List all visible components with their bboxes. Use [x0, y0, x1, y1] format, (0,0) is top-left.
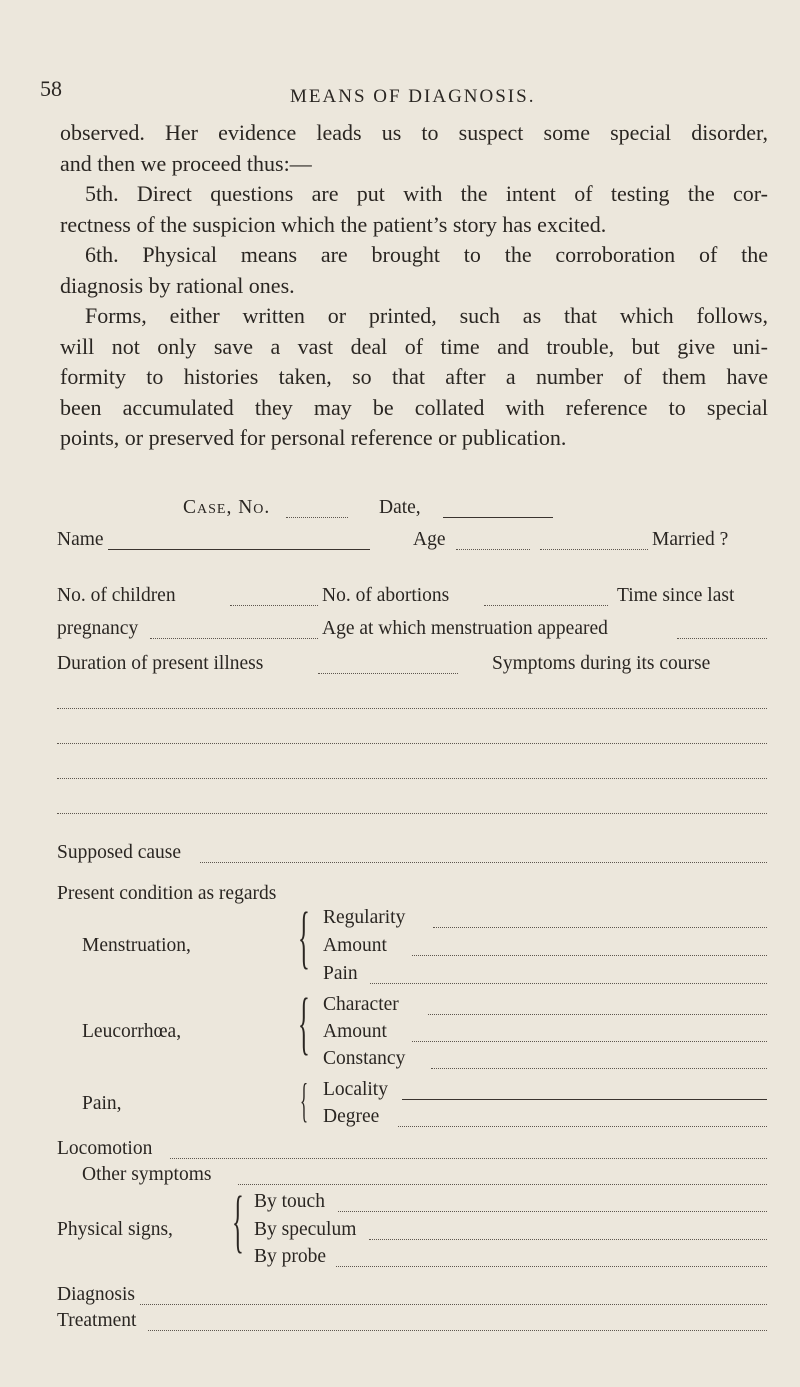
- character-field[interactable]: [428, 1014, 767, 1015]
- name-field[interactable]: [108, 549, 370, 550]
- children-field[interactable]: [230, 605, 318, 606]
- symptoms-course-label: Symptoms during its course: [492, 653, 711, 674]
- treatment-field[interactable]: [148, 1330, 767, 1331]
- duration-field[interactable]: [318, 673, 458, 674]
- pain-field[interactable]: [370, 983, 767, 984]
- supposed-cause-field[interactable]: [200, 862, 767, 863]
- locality-label: Locality: [323, 1079, 388, 1100]
- page-number: 58: [40, 76, 62, 101]
- case-no-field[interactable]: [286, 517, 348, 518]
- text-line: and then we proceed thus:—: [60, 150, 312, 176]
- body-text: [60, 118, 768, 454]
- text-line: diagnosis by rational ones.: [60, 272, 295, 298]
- by-probe-field[interactable]: [336, 1266, 767, 1267]
- brace-icon: {: [298, 985, 310, 1062]
- supposed-cause-label: Supposed cause: [57, 842, 182, 863]
- degree-field[interactable]: [398, 1126, 767, 1127]
- brace-icon: {: [300, 1074, 309, 1127]
- physical-signs-label: Physical signs,: [57, 1219, 173, 1240]
- abortions-label: No. of abortions: [322, 585, 450, 606]
- date-field[interactable]: [443, 517, 553, 518]
- running-title: MEANS OF DIAGNOSIS.: [290, 86, 536, 107]
- blank-line[interactable]: [57, 813, 767, 814]
- date-label: Date,: [379, 497, 421, 518]
- diagnosis-label: Diagnosis: [57, 1284, 135, 1305]
- pain-group-label: Pain,: [82, 1093, 122, 1114]
- blank-line[interactable]: [57, 743, 767, 744]
- text-line: will not only save a vast deal of time and trouble, but give uni-: [60, 333, 768, 359]
- name-label: Name: [57, 529, 104, 550]
- pregnancy-label: pregnancy: [57, 618, 139, 639]
- text-line: 5th. Direct questions are put with the intent of testing the cor-: [85, 181, 768, 206]
- leucorrhoea-label: Leucorrhœa,: [82, 1021, 182, 1042]
- case-no-label: Case, No.: [183, 497, 271, 518]
- constancy-field[interactable]: [431, 1068, 767, 1069]
- children-label: No. of children: [57, 585, 176, 606]
- regularity-field[interactable]: [433, 927, 767, 928]
- pregnancy-field[interactable]: [150, 638, 318, 639]
- by-probe-label: By probe: [254, 1246, 327, 1267]
- treatment-label: Treatment: [57, 1310, 137, 1331]
- by-speculum-label: By speculum: [254, 1219, 357, 1240]
- time-since-label: Time since last: [617, 585, 735, 606]
- other-symptoms-field[interactable]: [238, 1184, 767, 1185]
- pain-label: Pain: [323, 963, 358, 984]
- text-line: Forms, either written or printed, such as that which follows,: [85, 303, 768, 328]
- character-label: Character: [323, 994, 399, 1015]
- age-field[interactable]: [456, 549, 530, 550]
- text-line: observed. Her evidence leads us to suspect some special disorder,: [60, 120, 768, 145]
- amount-field[interactable]: [412, 955, 767, 956]
- text-line: points, or preserved for personal reference or publication.: [60, 425, 567, 450]
- text-line: been accumulated they may be collated with reference to special: [60, 394, 768, 420]
- text-line: 6th. Physical means are brought to the corroboration of the: [85, 242, 768, 267]
- brace-icon: {: [298, 899, 310, 976]
- diagnosis-field[interactable]: [140, 1304, 767, 1305]
- blank-line[interactable]: [57, 708, 767, 709]
- abortions-field[interactable]: [484, 605, 608, 606]
- degree-label: Degree: [323, 1106, 380, 1127]
- regularity-label: Regularity: [323, 907, 406, 928]
- menstruation-label: Menstruation,: [82, 935, 191, 956]
- locomotion-field[interactable]: [170, 1158, 767, 1159]
- leucorrhoea-amount-field[interactable]: [412, 1041, 767, 1042]
- brace-icon: {: [232, 1183, 244, 1260]
- menstruation-age-label: Age at which menstruation appeared: [322, 618, 608, 639]
- locality-field[interactable]: [402, 1099, 767, 1100]
- by-touch-field[interactable]: [338, 1211, 767, 1212]
- by-touch-label: By touch: [254, 1191, 325, 1212]
- amount-label: Amount: [323, 935, 387, 956]
- constancy-label: Constancy: [323, 1048, 406, 1069]
- married-label: Married ?: [652, 529, 729, 550]
- leucorrhoea-amount-label: Amount: [323, 1021, 387, 1042]
- blank-line[interactable]: [57, 778, 767, 779]
- other-symptoms-label: Other symptoms: [82, 1164, 212, 1185]
- present-condition-label: Present condition as regards: [57, 883, 277, 904]
- locomotion-label: Locomotion: [57, 1138, 153, 1159]
- text-line: formity to histories taken, so that after a number of them have: [60, 364, 768, 389]
- text-line: rectness of the suspicion which the patient’s story has excited.: [60, 211, 607, 237]
- duration-label: Duration of present illness: [57, 653, 264, 674]
- married-field[interactable]: [540, 549, 648, 550]
- by-speculum-field[interactable]: [369, 1239, 767, 1240]
- age-label: Age: [413, 529, 446, 550]
- menstruation-age-field[interactable]: [677, 638, 767, 639]
